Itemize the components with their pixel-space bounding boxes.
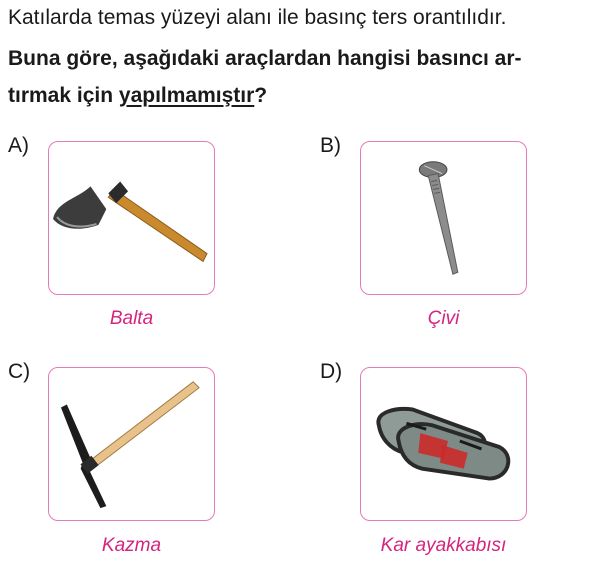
intro-text: Katılarda temas yüzeyi alanı ile basınç ters orantılıdır.: [8, 6, 507, 29]
axe-icon: [49, 142, 214, 294]
question-line-1: Buna göre, aşağıdaki araçlardan hangisi basıncı ar-: [8, 47, 522, 70]
question-line-2-start: tırmak için: [8, 84, 119, 107]
question-negation-underlined: yapılmamıştır: [118, 84, 255, 107]
caption-a: Balta: [109, 308, 154, 329]
caption-d: Kar ayakkabısı: [380, 535, 507, 556]
snowshoe-icon: [361, 368, 526, 520]
caption-b: Çivi: [427, 308, 460, 329]
option-letter-a: A): [8, 134, 29, 157]
option-letter-d: D): [320, 360, 343, 383]
option-letter-b: B): [320, 134, 341, 157]
pickaxe-icon: [49, 368, 214, 520]
nail-icon: [361, 142, 526, 294]
question-text: [8, 40, 598, 114]
option-c-image-card: [48, 367, 215, 521]
option-a-image-card: [48, 141, 215, 295]
option-letter-c: C): [8, 360, 31, 383]
option-b-image-card: [360, 141, 527, 295]
question-mark: ?: [254, 84, 268, 107]
option-d-image-card: [360, 367, 527, 521]
caption-c: Kazma: [101, 535, 162, 556]
